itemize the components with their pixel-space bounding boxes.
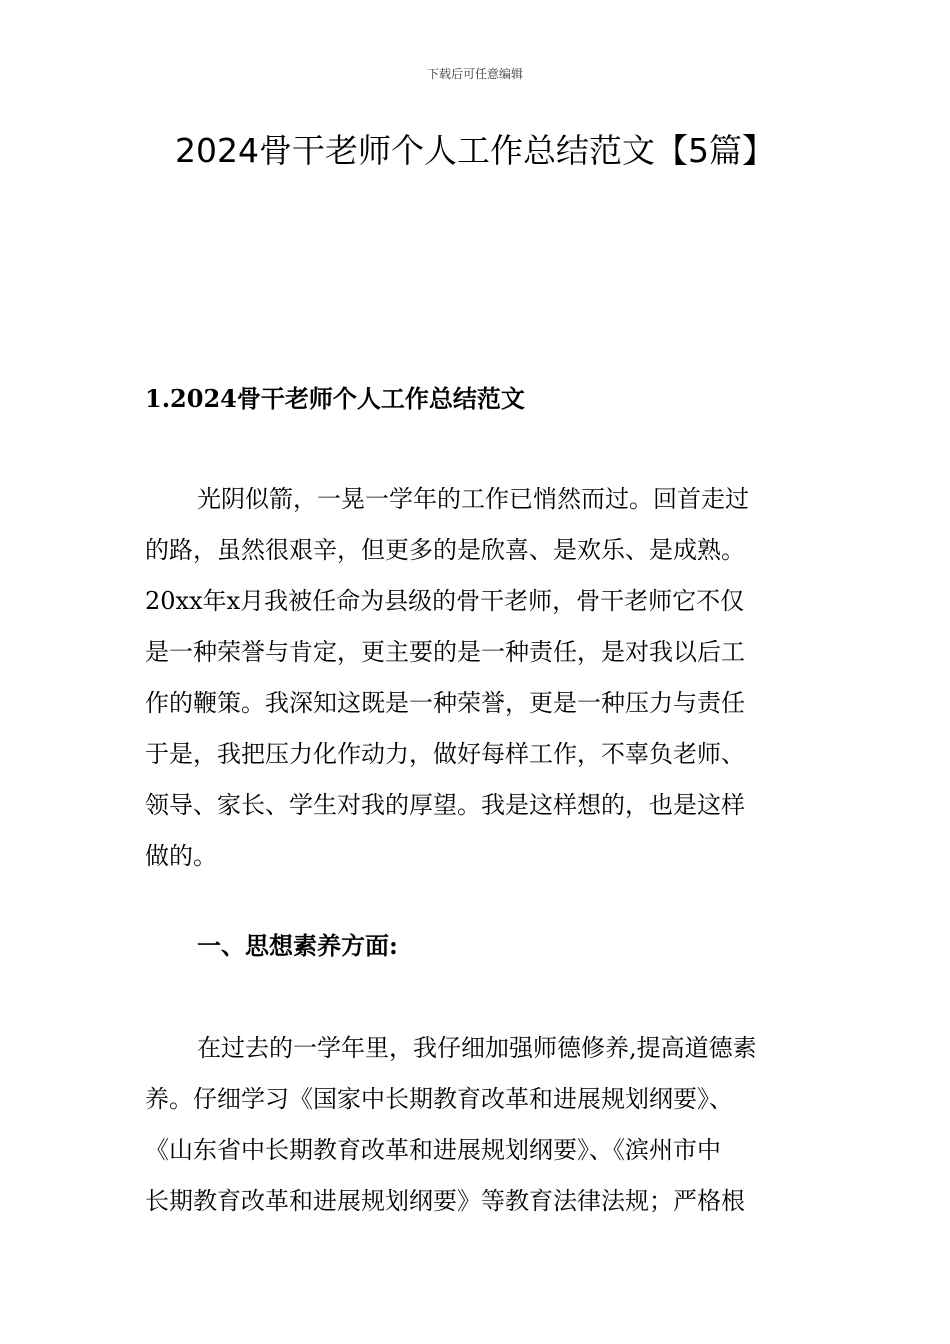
paragraph-line: 于是，我把压力化作动力，做好每样工作，不辜负老师、 — [145, 740, 745, 768]
paragraph-line: 养。仔细学习《国家中长期教育改革和进展规划纲要》、 — [145, 1085, 733, 1113]
paragraph-line: 20xx年x月我被任命为县级的骨干老师，骨干老师它不仅 — [145, 587, 745, 615]
paragraph-line: 《山东省中长期教育改革和进展规划纲要》、《滨州市中 — [145, 1136, 721, 1164]
paragraph-line: 在过去的一学年里，我仔细加强师德修养,提高道德素 — [197, 1034, 757, 1062]
body-paragraph — [145, 1023, 845, 1227]
section-heading: 1.2024骨干老师个人工作总结范文 — [145, 384, 525, 413]
paragraph-line: 光阴似箭，一晃一学年的工作已悄然而过。回首走过 — [197, 485, 749, 513]
paragraph-line: 长期教育改革和进展规划纲要》等教育法律法规；严格根 — [145, 1187, 745, 1215]
paragraph-line: 的路，虽然很艰辛，但更多的是欣喜、是欢乐、是成熟。 — [145, 536, 745, 564]
paragraph-line: 做的。 — [145, 842, 217, 870]
paragraph-line: 是一种荣誉与肯定，更主要的是一种责任，是对我以后工 — [145, 638, 745, 666]
paragraph-line: 作的鞭策。我深知这既是一种荣誉，更是一种压力与责任 — [145, 689, 745, 717]
subsection-heading: 一、思想素养方面: — [197, 931, 398, 960]
paragraph-line: 领导、家长、学生对我的厚望。我是这样想的，也是这样 — [145, 791, 745, 819]
intro-paragraph — [145, 474, 845, 882]
header-note: 下载后可任意编辑 — [426, 67, 523, 81]
document-title: 2024骨干老师个人工作总结范文【5篇】 — [175, 131, 775, 170]
